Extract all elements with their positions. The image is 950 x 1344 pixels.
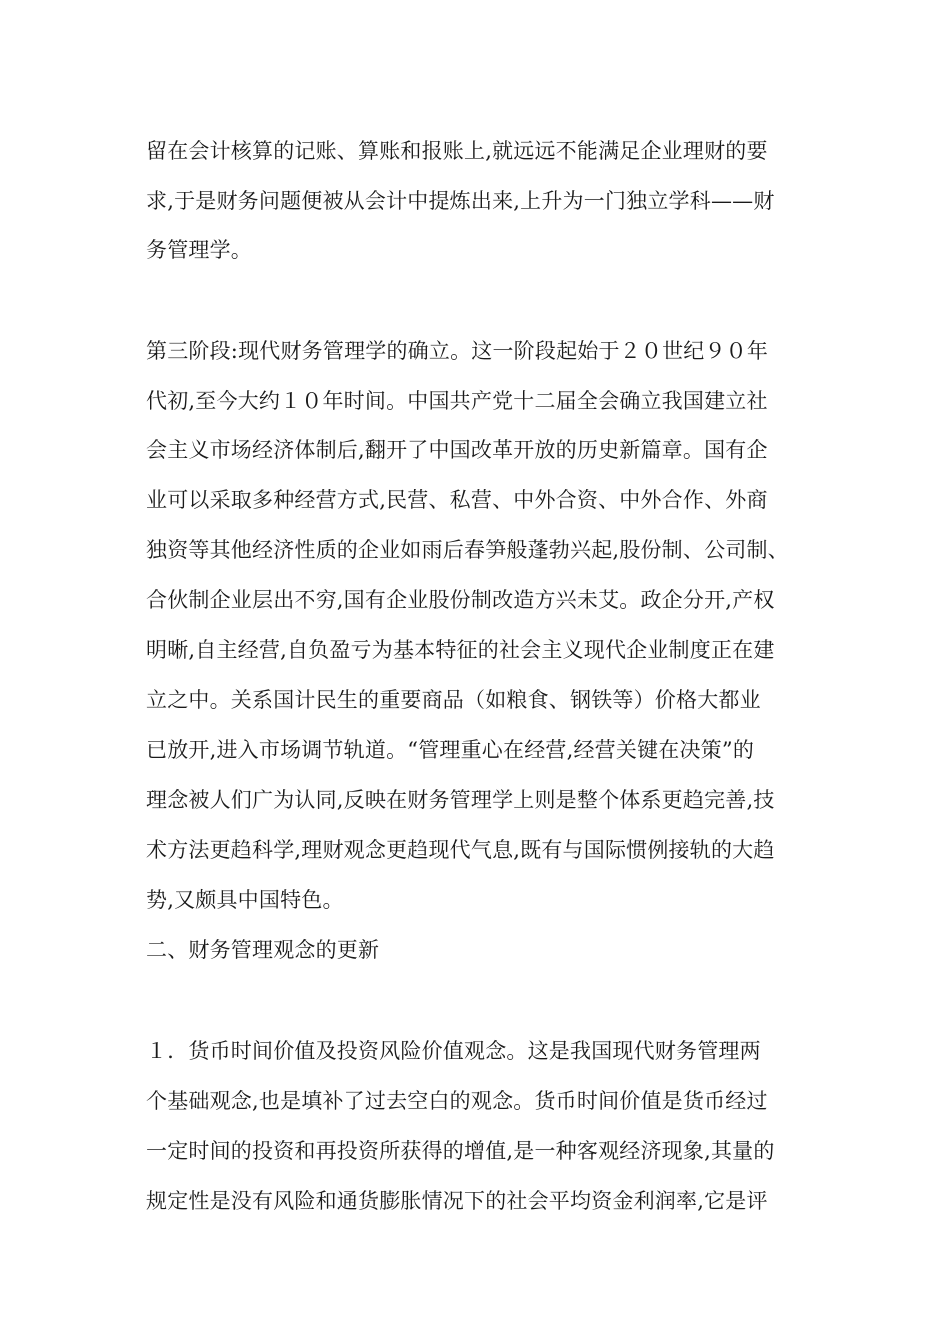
text-line: 求,于是财务问题便被从会计中提炼出来,上升为一门独立学科——财 xyxy=(146,189,775,213)
text-line: 代初,至今大约１０年时间。中国共产党十二届全会确立我国建立社 xyxy=(146,389,768,413)
text-line: 理念被人们广为认同,反映在财务管理学上则是整个体系更趋完善,技 xyxy=(146,788,775,812)
text-line: 规定性是没有风险和通货膨胀情况下的社会平均资金利润率,它是评 xyxy=(146,1189,768,1213)
text-line: 明晰,自主经营,自负盈亏为基本特征的社会主义现代企业制度正在建 xyxy=(146,638,775,662)
text-line: 已放开,进入市场调节轨道。“管理重心在经营,经营关键在决策”的 xyxy=(146,738,755,762)
text-line: 第三阶段:现代财务管理学的确立。这一阶段起始于２０世纪９０年 xyxy=(146,339,769,363)
section-heading: 二、财务管理观念的更新 xyxy=(146,938,380,962)
text-line: 留在会计核算的记账、算账和报账上,就远远不能满足企业理财的要 xyxy=(146,139,768,163)
text-line: 一定时间的投资和再投资所获得的增值,是一种客观经济现象,其量的 xyxy=(146,1139,775,1163)
text-line: １．货币时间价值及投资风险价值观念。这是我国现代财务管理两 xyxy=(146,1039,761,1063)
text-line: 会主义市场经济体制后,翻开了中国改革开放的历史新篇章。国有企 xyxy=(146,438,768,462)
text-line: 合伙制企业层出不穷,国有企业股份制改造方兴未艾。政企分开,产权 xyxy=(146,588,775,612)
text-line: 个基础观念,也是填补了过去空白的观念。货币时间价值是货币经过 xyxy=(146,1089,768,1113)
text-line: 务管理学。 xyxy=(146,238,252,262)
text-line: 业可以采取多种经营方式,民营、私营、中外合资、中外合作、外商 xyxy=(146,488,768,512)
text-line: 独资等其他经济性质的企业如雨后春笋般蓬勃兴起,股份制、公司制、 xyxy=(146,538,789,562)
text-line: 术方法更趋科学,理财观念更趋现代气息,既有与国际惯例接轨的大趋 xyxy=(146,838,775,862)
text-line: 势,又颇具中国特色。 xyxy=(146,888,344,912)
text-line: 立之中。关系国计民生的重要商品（如粮食、钢铁等）价格大都业 xyxy=(146,688,761,712)
